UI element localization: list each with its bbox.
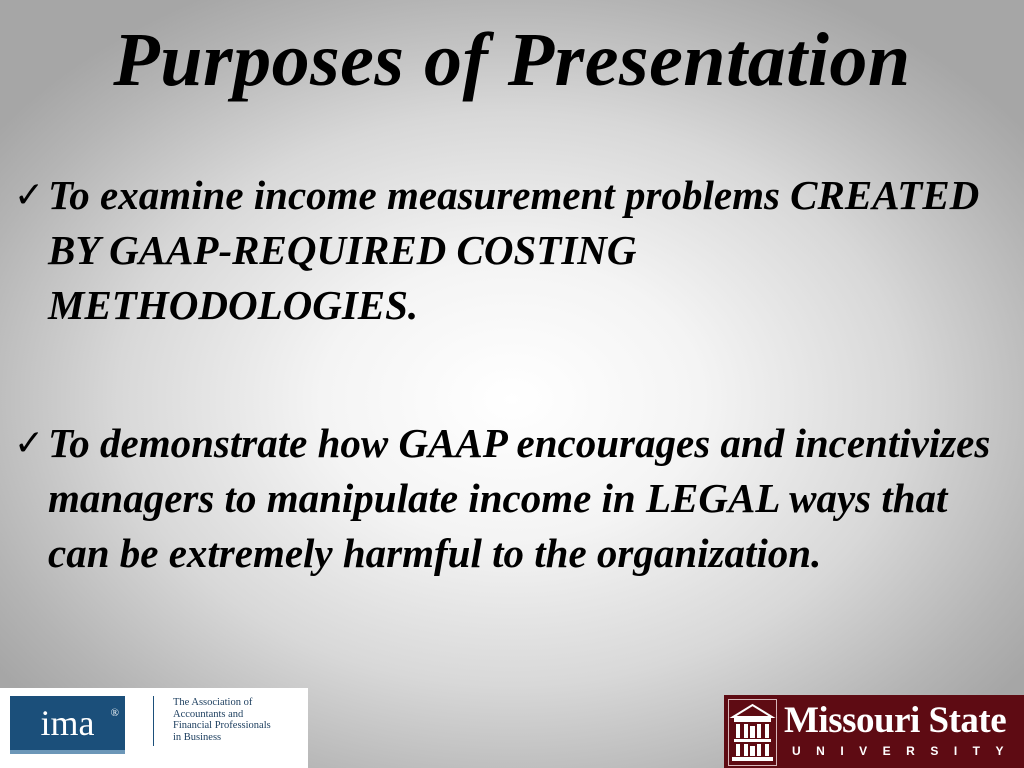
checkmark-icon: ✓ [14,423,45,464]
msu-university-label: UNIVERSITY [792,744,1020,758]
ima-logo-text: ima [40,703,95,743]
bullet-list [14,168,1004,581]
building-icon [728,699,777,766]
ima-tagline: The Association of Accountants and Financial Professionals in Business [173,697,271,743]
registered-mark: ® [110,707,119,719]
slide-title: Purposes of Presentation [113,18,911,102]
missouri-state-logo [724,695,1024,768]
msu-wordmark: Missouri State [784,700,1007,741]
ima-logo [0,688,308,768]
logo-divider [153,696,154,746]
checkmark-icon: ✓ [14,175,45,216]
bullet-item-examine-income [14,168,1004,333]
ima-logo-mark [10,696,125,754]
bullet-item-demonstrate-gaap [14,416,1004,581]
bullet-text: To demonstrate how GAAP encourages and incentivizes managers to manipulate income in LEGAL ways that can be extremely harmful to the organization. [48,420,991,576]
bullet-text: To examine income measurement problems CREATED BY GAAP-REQUIRED COSTING METHODOLOGIES. [48,172,980,328]
